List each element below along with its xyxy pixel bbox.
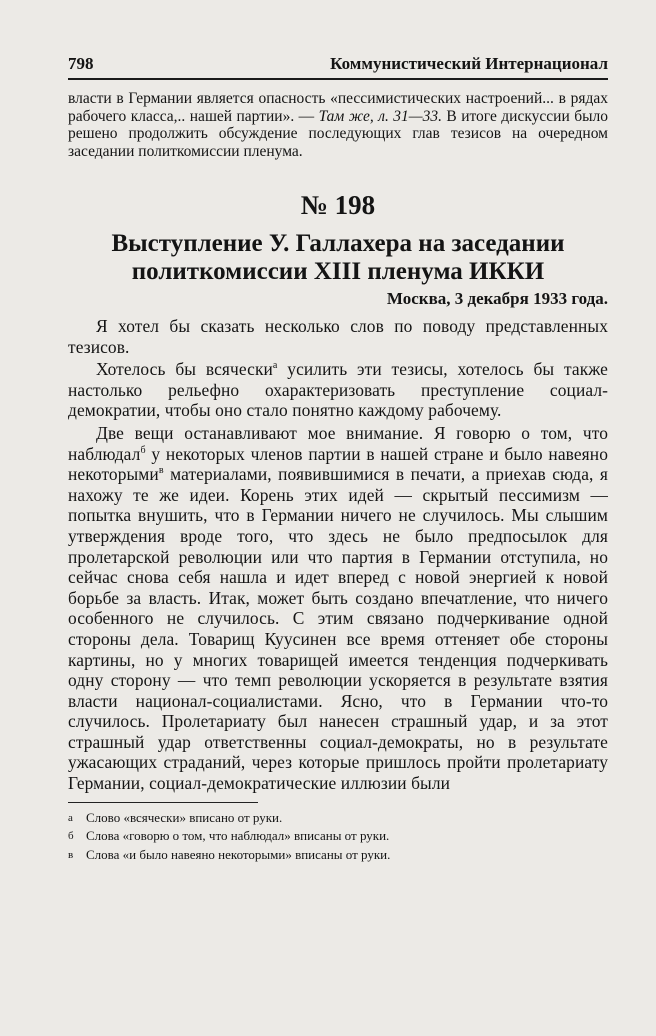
intro-paragraph (68, 90, 608, 160)
header-rule (68, 78, 608, 80)
paragraph-2 (68, 359, 608, 421)
footnote-mark: б (68, 830, 74, 843)
page-number: 798 (68, 54, 94, 73)
footnote-text: Слова «говорю о том, что наблюдал» вписаны от руки. (86, 828, 390, 844)
paragraph-2-text-b: усилить эти тезисы, хотелось бы также настолько рельефно охарактеризовать преступление социал-демократии, чтобы оно стало понятно каждому рабочему. (68, 359, 608, 421)
footnote (68, 827, 608, 846)
intro-text-1: власти в Германии является опасность «пессимистических настроений... в рядах рабочего класса,.. нашей партии». — (68, 90, 608, 125)
book-page (68, 52, 608, 864)
footnote-rule (68, 802, 258, 803)
footnotes (68, 809, 608, 865)
intro-source: Там же, л. 31—33. (318, 107, 442, 125)
paragraph-3-text-c: материалами, появившимися в печати, а приехав сюда, я нахожу те же идеи. Корень этих идей — скрытый пессимизм — попытка внушить, что в Германии ничего не случилось. Мы слышим утверждения вроде того, что здесь не было предпосылок для пролетарской революции или что партия в Германии отступила, но сейчас снова себя нашла и идет вперед с новой энергией к новой борьбе за власть. Итак, может быть создано впечатление, что ничего особенного не случилось. С этим связано подчеркивание одной стороны дела. Товарищ Куусинен все время оттеняет обе стороны картины, но у многих товарищей имеется тенденция подчеркивать одну сторону — что темп революции ускоряется в результате взятия власти национал-социалистами. Ясно, что в Германии что-то случилось. Пролетариату был нанесен страшный удар, и за этот страшный удар ответственны социал-демократы, но в результате ужасающих страданий, через которые пришлось пройти пролетариату Германии, социал-демократические иллюзии были (68, 464, 608, 794)
place-date: Москва, 3 декабря 1933 года. (386, 289, 608, 308)
speech-body (68, 316, 608, 794)
paragraph-3 (68, 423, 608, 794)
footnote-text: Слово «всячески» вписано от руки. (86, 809, 283, 825)
paragraph-3-text-b: у некоторых членов партии в нашей стране и было навеяно некоторыми (68, 443, 608, 485)
document-number: № 198 (300, 190, 376, 220)
running-title: Коммунистический Интернационал (330, 54, 608, 73)
footnote-ref-b: б (140, 444, 146, 456)
footnote-mark: в (68, 848, 74, 861)
footnote-mark: а (68, 811, 73, 824)
document-title: Выступление У. Галлахера на заседании политкомиссии XIII пленума ИККИ (111, 230, 565, 285)
footnote (68, 846, 608, 865)
footnote-ref-a: а (272, 360, 278, 372)
paragraph-3-text-a: Две вещи останавливают мое внимание. Я говорю о том, что наблюдал (68, 422, 608, 464)
footnote-text: Слова «и было навеяно некоторыми» вписаны от руки. (86, 846, 391, 862)
footnote (68, 809, 608, 828)
paragraph-1: Я хотел бы сказать несколько слов по поводу представленных тезисов. (68, 316, 608, 357)
intro-text-2: В итоге дискуссии было решено продолжить обсуждение последующих глав тезисов на очередном заседании политкомиссии пленума. (68, 107, 609, 160)
paragraph-2-text-a: Хотелось бы всячески (96, 359, 273, 380)
running-header (68, 52, 608, 78)
footnote-ref-v: в (158, 465, 164, 477)
